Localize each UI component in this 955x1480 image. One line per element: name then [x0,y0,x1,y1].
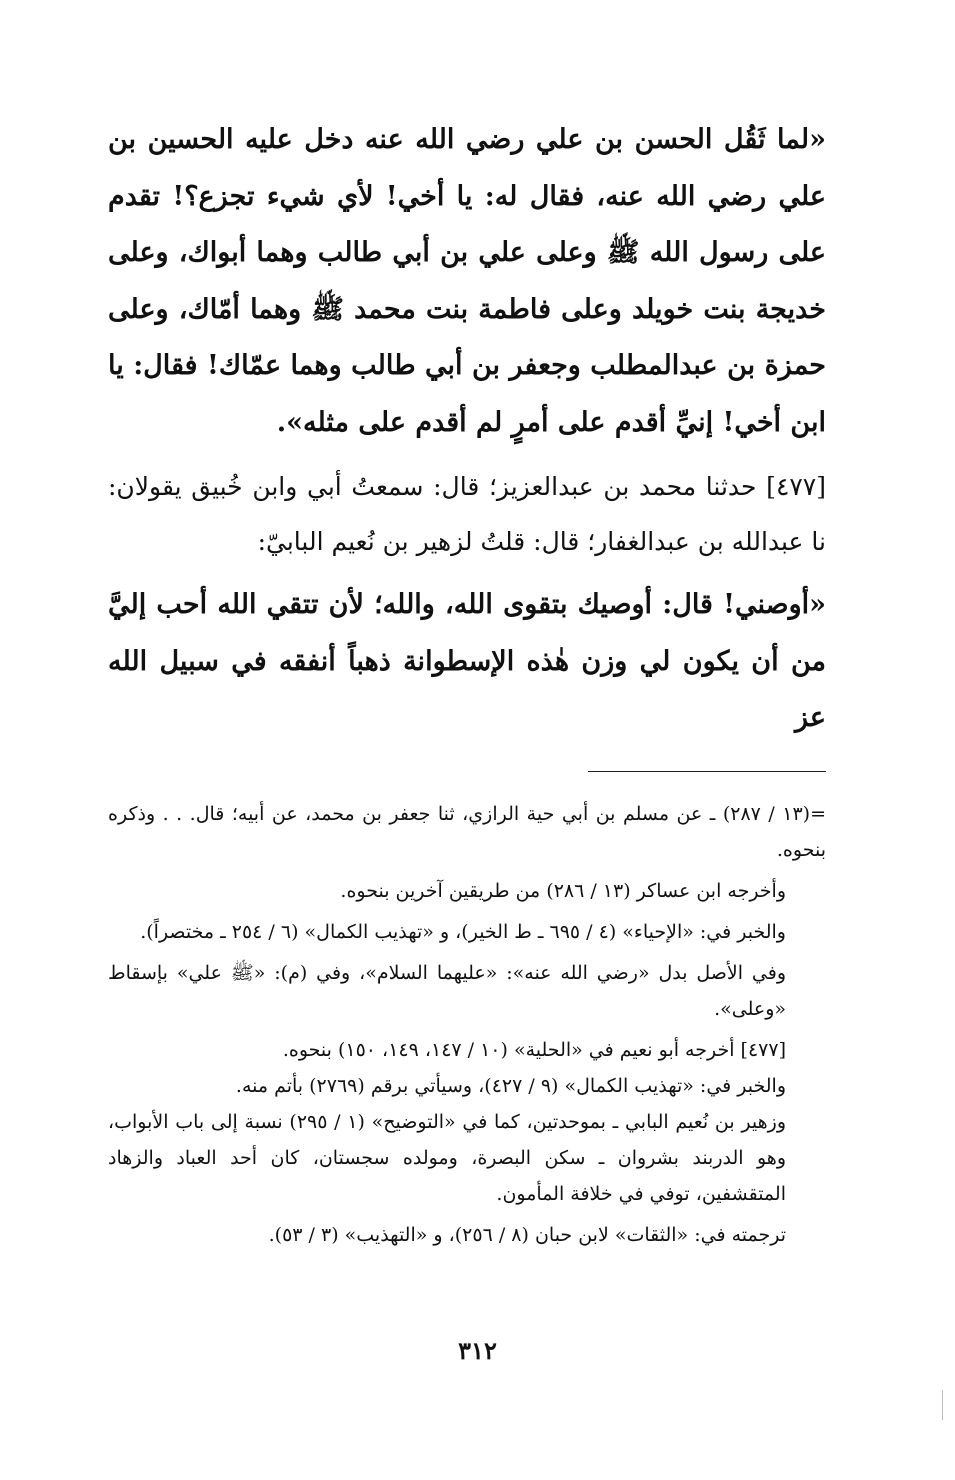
footnote-7: وزهير بن نُعيم البابي ـ بموحدتين، كما في «التوضيح» (١ / ٢٩٥) نسبة إلى باب الأبواب، وهو الدربند بشروان ـ سكن البصرة، ومولده سجستان، كان أحد العباد والزهاد المتقشفين، توفي في خلافة المأمون. [108,1110,786,1205]
footnote-2: وأخرجه ابن عساكر (١٣ / ٢٨٦) من طريقين آخرين بنحوه. [340,879,786,902]
scan-edge-mark [942,1390,945,1420]
footnote-4: وفي الأصل بدل «رضي الله عنه»: «عليهما السلام»، وفي (م): «ﷺ علي» بإسقاط «وعلى». [108,961,786,1020]
main-text [108,112,826,747]
isnad-477: [٤٧٧] حدثنا محمد بن عبدالعزيز؛ قال: سمعتُ أبي وابن خُبيق يقولان: نا عبدالله بن عبدالغفار؛ قال: قلتُ لزهير بن نُعيم البابيّ: [108,472,826,556]
footnote-5: [٤٧٧] أخرجه أبو نعيم في «الحلية» (١٠ / ١٤٧، ١٤٩، ١٥٠) بنحوه. [282,1038,786,1061]
hadith-text-477: «أوصني! قال: أوصيك بتقوى الله، والله؛ لأن تتقي الله أحب إليَّ من أن يكون لي وزن هٰذه الإسطوانة ذهباً أنفقه في سبيل الله عز [108,589,826,733]
page-number: ٣١٢ [458,1336,497,1365]
footnote-6: والخبر في: «تهذيب الكمال» (٩ / ٤٢٧)، وسيأتي برقم (٢٧٦٩) بأتم منه. [235,1074,786,1097]
footnote-8: ترجمته في: «الثقات» لابن حبان (٨ / ٢٥٦)، و «التهذيب» (٣ / ٥٣). [268,1223,786,1246]
footnote-3: والخبر في: «الإحياء» (٤ / ٦٩٥ ـ ط الخير)، و «تهذيب الكمال» (٦ / ٢٥٤ ـ مختصراً). [140,920,786,943]
book-page [108,112,826,1253]
hadith-text-476: «لما ثَقُل الحسن بن علي رضي الله عنه دخل عليه الحسين بن علي رضي الله عنه، فقال له: يا أخي! لأي شيء تجزع؟! تقدم على رسول الله ﷺ وعلى علي بن أبي طالب وهما أبواك، وعلى خديجة بنت خويلد وعلى فاطمة بنت محمد ﷺ وهما أمّاك، وعلى حمزة بن عبدالمطلب وجعفر بن أبي طالب وهما عمّاك! فقال: يا ابن أخي! إنيِّ أقدم على أمرٍ لم أقدم على مثله». [108,124,826,438]
footnote-divider [588,771,826,772]
footnotes [108,796,826,1253]
footnote-1: =(١٣ / ٢٨٧) ـ عن مسلم بن أبي حية الرازي، ثنا جعفر بن محمد، عن أبيه؛ قال. . . وذكره بنحوه. [108,802,826,861]
